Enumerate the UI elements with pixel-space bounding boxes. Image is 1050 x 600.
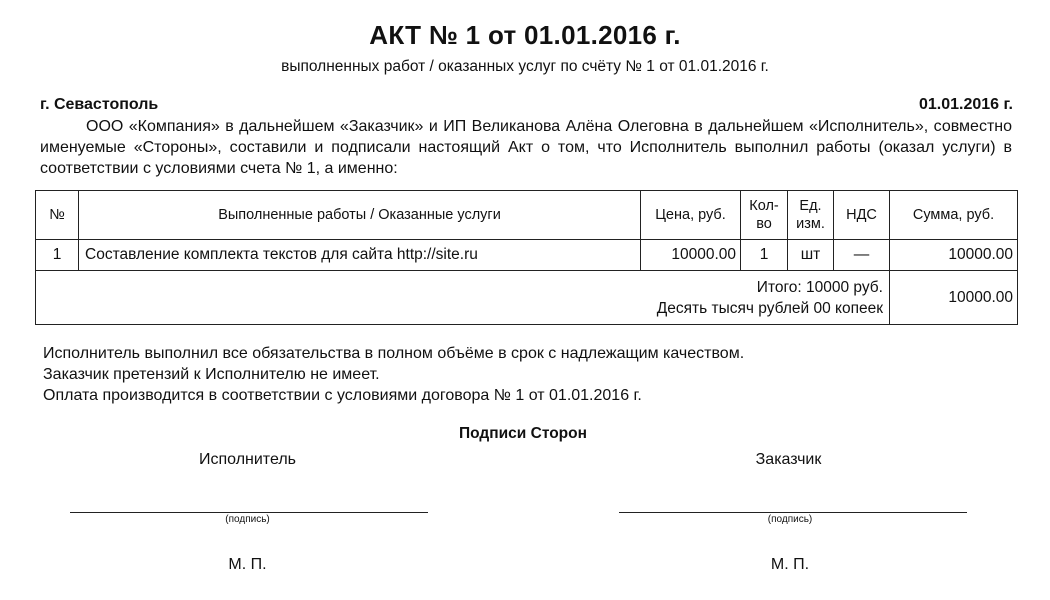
customer-stamp: М. П. [770, 556, 810, 573]
header-qty-line2: во [756, 216, 772, 232]
executor-role: Исполнитель [198, 451, 296, 468]
header-unit [788, 191, 834, 240]
executor-signature-hint: (подпись) [225, 514, 270, 525]
header-num: № [36, 191, 79, 240]
header-unit-line2: изм. [796, 216, 825, 232]
city: г. Севастополь [40, 96, 159, 113]
row-num: 1 [36, 240, 79, 271]
row-price: 10000.00 [641, 240, 741, 271]
customer-signature-hint: (подпись) [767, 514, 813, 525]
table-row [36, 240, 1018, 271]
customer-signature-line [619, 512, 967, 513]
signatures-heading: Подписи Сторон [459, 425, 587, 442]
totals-text [36, 271, 890, 325]
customer-signature-block [612, 451, 972, 574]
totals-in-words: Десять тысяч рублей 00 копеек [656, 299, 883, 317]
row-service: Составление комплекта текстов для сайта http://site.ru [79, 240, 641, 271]
statements [43, 343, 744, 406]
header-price: Цена, руб. [641, 191, 741, 240]
row-qty: 1 [741, 240, 788, 271]
document-date: 01.01.2016 г. [918, 96, 1013, 113]
services-table [35, 190, 1018, 325]
table-header-row [36, 191, 1018, 240]
header-qty [741, 191, 788, 240]
executor-stamp: М. П. [228, 556, 267, 573]
row-sum: 10000.00 [890, 240, 1018, 271]
statement-payment: Оплата производится в соответствии с условиями договора № 1 от 01.01.2016 г. [43, 387, 642, 404]
header-vat: НДС [834, 191, 890, 240]
totals-amount: Итого: 10000 руб. [756, 278, 883, 296]
row-unit: шт [788, 240, 834, 271]
header-sum: Сумма, руб. [890, 191, 1018, 240]
header-qty-line1: Кол- [749, 198, 779, 214]
statement-no-claims: Заказчик претензий к Исполнителю не имеет. [43, 366, 380, 383]
document-title: АКТ № 1 от 01.01.2016 г. [369, 20, 681, 50]
row-vat: — [834, 240, 890, 271]
statement-obligations: Исполнитель выполнил все обязательства в полном объёме в срок с надлежащим качеством. [43, 345, 745, 362]
executor-signature-block [69, 451, 429, 574]
header-unit-line1: Ед. [799, 198, 822, 214]
intro-paragraph: ООО «Компания» в дальнейшем «Заказчик» и ИП Великанова Алёна Олеговна в дальнейшем «Исполнитель», совместно именуемые «Стороны», составили и подписали настоящий Акт о том, что Исполнитель выполнил работы (оказал услуги) в соответствии с условиями счета № 1, а именно: [40, 118, 1012, 177]
totals-row [36, 271, 1018, 325]
totals-sum: 10000.00 [890, 271, 1018, 325]
document-subtitle: выполненных работ / оказанных услуг по счёту № 1 от 01.01.2016 г. [281, 58, 769, 75]
customer-role: Заказчик [755, 451, 822, 468]
header-service: Выполненные работы / Оказанные услуги [79, 191, 641, 240]
executor-signature-line [70, 512, 428, 513]
